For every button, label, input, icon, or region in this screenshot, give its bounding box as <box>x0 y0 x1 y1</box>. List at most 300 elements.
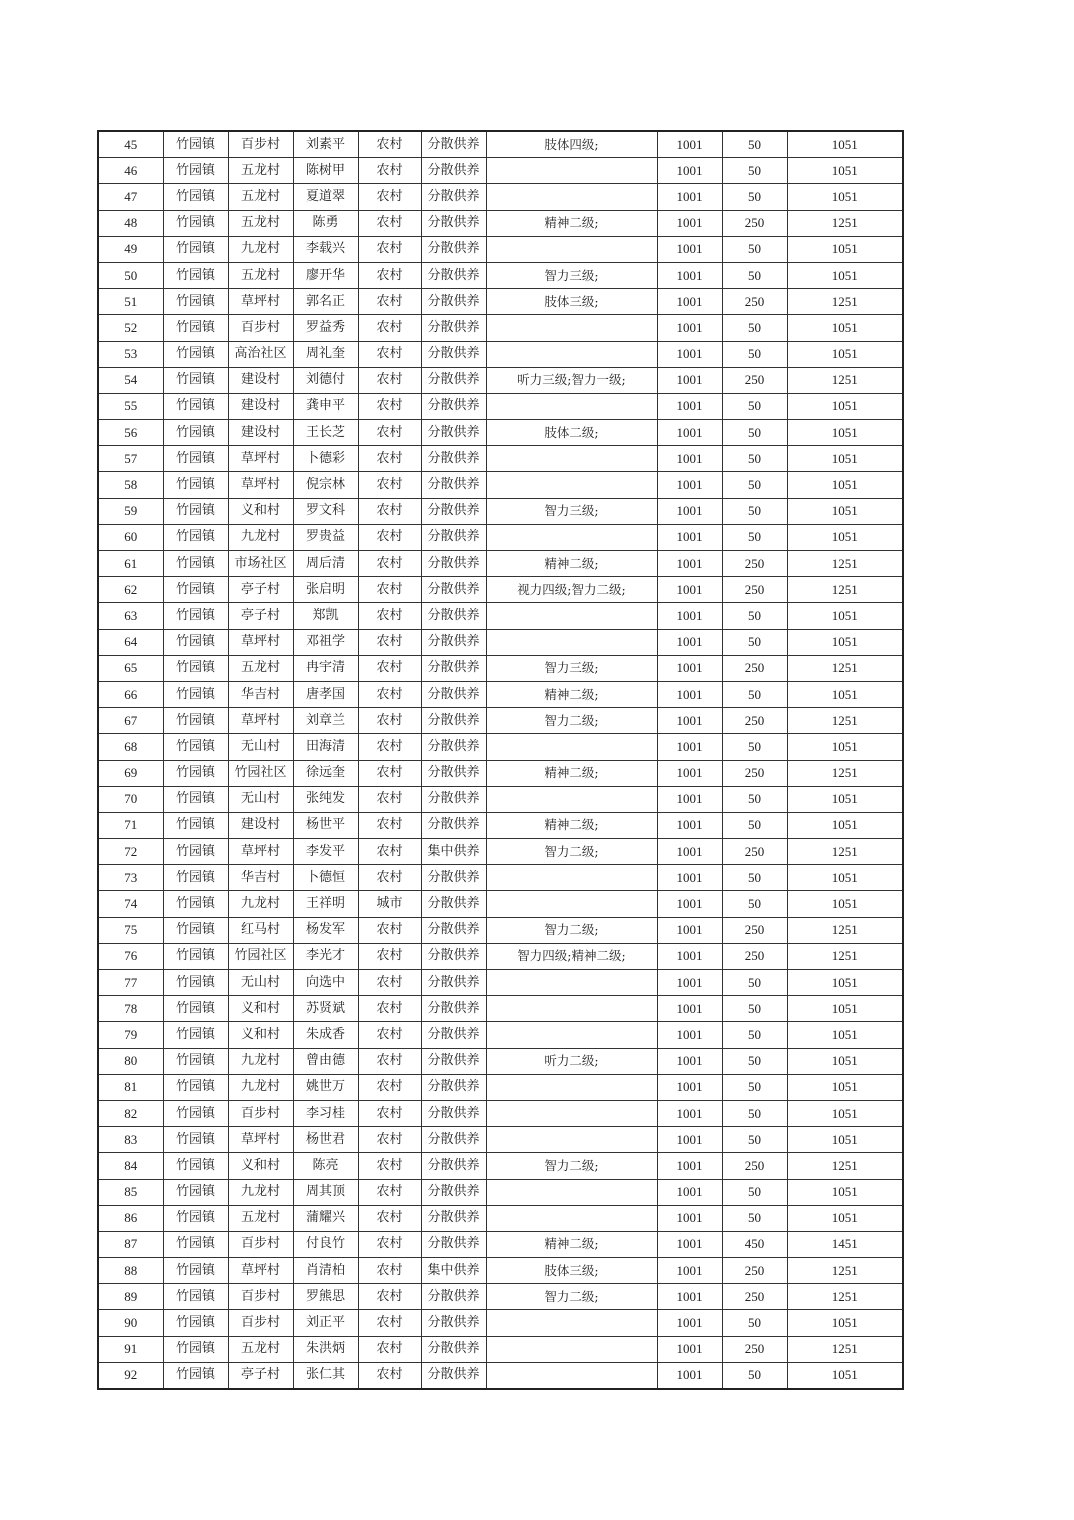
cell-area-type: 农村 <box>358 498 421 524</box>
cell-village: 五龙村 <box>228 210 293 236</box>
cell-village: 建设村 <box>228 367 293 393</box>
cell-area-type: 农村 <box>358 393 421 419</box>
cell-number: 56 <box>98 420 163 446</box>
cell-town: 竹园镇 <box>163 1153 228 1179</box>
table-row <box>98 131 903 158</box>
cell-support-mode: 分散供养 <box>421 1048 486 1074</box>
cell-disability <box>486 970 657 996</box>
cell-name: 杨世平 <box>293 812 358 838</box>
cell-disability <box>486 734 657 760</box>
cell-town: 竹园镇 <box>163 970 228 996</box>
cell-disability: 智力三级; <box>486 498 657 524</box>
table-row <box>98 1231 903 1257</box>
cell-base-amount: 1001 <box>657 943 722 969</box>
cell-town: 竹园镇 <box>163 446 228 472</box>
cell-disability: 视力四级;智力二级; <box>486 577 657 603</box>
cell-disability <box>486 1179 657 1205</box>
cell-disability: 精神二级; <box>486 760 657 786</box>
cell-village: 百步村 <box>228 1100 293 1126</box>
cell-town: 竹园镇 <box>163 236 228 262</box>
cell-extra-amount: 250 <box>722 367 787 393</box>
cell-village: 华吉村 <box>228 681 293 707</box>
cell-number: 92 <box>98 1362 163 1389</box>
cell-disability: 精神二级; <box>486 681 657 707</box>
cell-town: 竹园镇 <box>163 367 228 393</box>
cell-support-mode: 分散供养 <box>421 1284 486 1310</box>
cell-village: 无山村 <box>228 970 293 996</box>
cell-area-type: 农村 <box>358 551 421 577</box>
cell-area-type: 农村 <box>358 1362 421 1389</box>
table-row <box>98 970 903 996</box>
cell-total-amount: 1051 <box>787 891 903 917</box>
cell-name: 付良竹 <box>293 1231 358 1257</box>
cell-name: 李载兴 <box>293 236 358 262</box>
cell-disability <box>486 446 657 472</box>
table-row <box>98 812 903 838</box>
cell-extra-amount: 50 <box>722 1179 787 1205</box>
cell-total-amount: 1051 <box>787 498 903 524</box>
cell-number: 80 <box>98 1048 163 1074</box>
cell-disability <box>486 1074 657 1100</box>
cell-name: 龚申平 <box>293 393 358 419</box>
cell-village: 草坪村 <box>228 472 293 498</box>
cell-total-amount: 1051 <box>787 629 903 655</box>
cell-base-amount: 1001 <box>657 1179 722 1205</box>
cell-total-amount: 1051 <box>787 524 903 550</box>
cell-disability: 精神二级; <box>486 210 657 236</box>
cell-name: 郑凯 <box>293 603 358 629</box>
cell-number: 58 <box>98 472 163 498</box>
cell-number: 60 <box>98 524 163 550</box>
cell-number: 90 <box>98 1310 163 1336</box>
cell-area-type: 农村 <box>358 1336 421 1362</box>
cell-town: 竹园镇 <box>163 472 228 498</box>
cell-village: 百步村 <box>228 1310 293 1336</box>
cell-extra-amount: 50 <box>722 498 787 524</box>
cell-support-mode: 分散供养 <box>421 603 486 629</box>
table-row <box>98 943 903 969</box>
cell-total-amount: 1251 <box>787 551 903 577</box>
cell-disability <box>486 184 657 210</box>
cell-support-mode: 分散供养 <box>421 629 486 655</box>
cell-area-type: 农村 <box>358 839 421 865</box>
table-row <box>98 236 903 262</box>
cell-number: 76 <box>98 943 163 969</box>
cell-support-mode: 分散供养 <box>421 1310 486 1336</box>
cell-total-amount: 1051 <box>787 184 903 210</box>
cell-name: 罗文科 <box>293 498 358 524</box>
cell-total-amount: 1051 <box>787 1048 903 1074</box>
cell-name: 徐远奎 <box>293 760 358 786</box>
cell-support-mode: 分散供养 <box>421 891 486 917</box>
cell-area-type: 农村 <box>358 603 421 629</box>
cell-area-type: 农村 <box>358 236 421 262</box>
cell-extra-amount: 50 <box>722 1310 787 1336</box>
cell-name: 郭名正 <box>293 289 358 315</box>
cell-area-type: 农村 <box>358 577 421 603</box>
cell-name: 朱洪炳 <box>293 1336 358 1362</box>
cell-town: 竹园镇 <box>163 865 228 891</box>
cell-support-mode: 分散供养 <box>421 1336 486 1362</box>
cell-base-amount: 1001 <box>657 1284 722 1310</box>
cell-total-amount: 1251 <box>787 1153 903 1179</box>
cell-total-amount: 1051 <box>787 970 903 996</box>
cell-base-amount: 1001 <box>657 393 722 419</box>
cell-total-amount: 1051 <box>787 472 903 498</box>
cell-extra-amount: 50 <box>722 446 787 472</box>
cell-name: 李发平 <box>293 839 358 865</box>
cell-area-type: 农村 <box>358 786 421 812</box>
cell-support-mode: 分散供养 <box>421 524 486 550</box>
cell-disability: 智力二级; <box>486 839 657 865</box>
cell-base-amount: 1001 <box>657 498 722 524</box>
table-row <box>98 446 903 472</box>
table-row <box>98 1022 903 1048</box>
cell-area-type: 农村 <box>358 367 421 393</box>
cell-disability: 精神二级; <box>486 812 657 838</box>
cell-town: 竹园镇 <box>163 1205 228 1231</box>
cell-extra-amount: 50 <box>722 865 787 891</box>
cell-area-type: 农村 <box>358 681 421 707</box>
cell-village: 五龙村 <box>228 1336 293 1362</box>
cell-extra-amount: 250 <box>722 1258 787 1284</box>
cell-disability <box>486 524 657 550</box>
cell-disability: 肢体四级; <box>486 131 657 158</box>
cell-area-type: 农村 <box>358 1074 421 1100</box>
cell-village: 九龙村 <box>228 1048 293 1074</box>
cell-extra-amount: 50 <box>722 1362 787 1389</box>
table-row <box>98 262 903 288</box>
cell-name: 刘章兰 <box>293 708 358 734</box>
cell-village: 华吉村 <box>228 865 293 891</box>
cell-base-amount: 1001 <box>657 603 722 629</box>
cell-total-amount: 1051 <box>787 1179 903 1205</box>
cell-disability: 肢体三级; <box>486 289 657 315</box>
cell-area-type: 农村 <box>358 158 421 184</box>
cell-extra-amount: 250 <box>722 760 787 786</box>
cell-village: 市场社区 <box>228 551 293 577</box>
cell-town: 竹园镇 <box>163 786 228 812</box>
cell-area-type: 农村 <box>358 210 421 236</box>
cell-base-amount: 1001 <box>657 1153 722 1179</box>
cell-name: 杨世君 <box>293 1127 358 1153</box>
cell-number: 68 <box>98 734 163 760</box>
table-row <box>98 681 903 707</box>
cell-extra-amount: 50 <box>722 603 787 629</box>
cell-village: 竹园社区 <box>228 943 293 969</box>
table-row <box>98 786 903 812</box>
cell-total-amount: 1051 <box>787 262 903 288</box>
cell-base-amount: 1001 <box>657 210 722 236</box>
cell-village: 五龙村 <box>228 158 293 184</box>
cell-support-mode: 分散供养 <box>421 1231 486 1257</box>
cell-total-amount: 1051 <box>787 1074 903 1100</box>
cell-area-type: 农村 <box>358 865 421 891</box>
cell-number: 57 <box>98 446 163 472</box>
cell-town: 竹园镇 <box>163 184 228 210</box>
cell-village: 百步村 <box>228 1284 293 1310</box>
cell-disability: 智力二级; <box>486 708 657 734</box>
cell-area-type: 农村 <box>358 917 421 943</box>
cell-total-amount: 1051 <box>787 315 903 341</box>
table-row <box>98 1100 903 1126</box>
cell-name: 周礼奎 <box>293 341 358 367</box>
cell-village: 亭子村 <box>228 603 293 629</box>
table-row <box>98 996 903 1022</box>
cell-village: 亭子村 <box>228 577 293 603</box>
cell-area-type: 农村 <box>358 1100 421 1126</box>
cell-number: 64 <box>98 629 163 655</box>
table-row <box>98 1205 903 1231</box>
cell-base-amount: 1001 <box>657 551 722 577</box>
cell-disability: 肢体三级; <box>486 1258 657 1284</box>
cell-name: 罗贵益 <box>293 524 358 550</box>
cell-number: 51 <box>98 289 163 315</box>
cell-base-amount: 1001 <box>657 1310 722 1336</box>
cell-village: 建设村 <box>228 420 293 446</box>
cell-total-amount: 1051 <box>787 812 903 838</box>
cell-support-mode: 分散供养 <box>421 786 486 812</box>
cell-number: 73 <box>98 865 163 891</box>
table-row <box>98 891 903 917</box>
cell-total-amount: 1051 <box>787 681 903 707</box>
cell-name: 陈亮 <box>293 1153 358 1179</box>
cell-village: 高治社区 <box>228 341 293 367</box>
cell-base-amount: 1001 <box>657 289 722 315</box>
cell-number: 46 <box>98 158 163 184</box>
table-row <box>98 1310 903 1336</box>
cell-area-type: 农村 <box>358 262 421 288</box>
cell-area-type: 农村 <box>358 1231 421 1257</box>
cell-support-mode: 分散供养 <box>421 917 486 943</box>
cell-base-amount: 1001 <box>657 865 722 891</box>
cell-support-mode: 分散供养 <box>421 158 486 184</box>
cell-extra-amount: 50 <box>722 891 787 917</box>
table-row <box>98 367 903 393</box>
cell-base-amount: 1001 <box>657 1336 722 1362</box>
cell-support-mode: 分散供养 <box>421 184 486 210</box>
cell-extra-amount: 450 <box>722 1231 787 1257</box>
cell-village: 五龙村 <box>228 1205 293 1231</box>
cell-total-amount: 1051 <box>787 1362 903 1389</box>
cell-disability <box>486 158 657 184</box>
cell-support-mode: 分散供养 <box>421 472 486 498</box>
cell-support-mode: 分散供养 <box>421 1074 486 1100</box>
cell-town: 竹园镇 <box>163 551 228 577</box>
table-row <box>98 341 903 367</box>
cell-base-amount: 1001 <box>657 577 722 603</box>
cell-name: 王祥明 <box>293 891 358 917</box>
cell-disability <box>486 865 657 891</box>
cell-village: 五龙村 <box>228 655 293 681</box>
cell-base-amount: 1001 <box>657 131 722 158</box>
cell-name: 肖清柏 <box>293 1258 358 1284</box>
cell-support-mode: 分散供养 <box>421 708 486 734</box>
cell-disability: 精神二级; <box>486 551 657 577</box>
cell-town: 竹园镇 <box>163 603 228 629</box>
cell-base-amount: 1001 <box>657 891 722 917</box>
cell-disability <box>486 1336 657 1362</box>
cell-village: 草坪村 <box>228 289 293 315</box>
cell-disability <box>486 1205 657 1231</box>
cell-village: 竹园社区 <box>228 760 293 786</box>
cell-total-amount: 1251 <box>787 760 903 786</box>
cell-village: 建设村 <box>228 812 293 838</box>
cell-base-amount: 1001 <box>657 341 722 367</box>
cell-extra-amount: 50 <box>722 970 787 996</box>
cell-total-amount: 1051 <box>787 865 903 891</box>
cell-town: 竹园镇 <box>163 262 228 288</box>
cell-village: 草坪村 <box>228 1258 293 1284</box>
cell-area-type: 农村 <box>358 1153 421 1179</box>
cell-number: 62 <box>98 577 163 603</box>
table-row <box>98 1048 903 1074</box>
cell-total-amount: 1051 <box>787 446 903 472</box>
cell-total-amount: 1051 <box>787 131 903 158</box>
cell-area-type: 农村 <box>358 970 421 996</box>
cell-extra-amount: 50 <box>722 524 787 550</box>
cell-base-amount: 1001 <box>657 970 722 996</box>
cell-support-mode: 集中供养 <box>421 839 486 865</box>
table-row <box>98 393 903 419</box>
cell-name: 张纯发 <box>293 786 358 812</box>
cell-support-mode: 分散供养 <box>421 1179 486 1205</box>
cell-village: 九龙村 <box>228 1074 293 1100</box>
cell-base-amount: 1001 <box>657 1022 722 1048</box>
cell-town: 竹园镇 <box>163 1048 228 1074</box>
cell-total-amount: 1051 <box>787 734 903 760</box>
cell-disability: 智力二级; <box>486 1284 657 1310</box>
cell-support-mode: 分散供养 <box>421 551 486 577</box>
cell-disability <box>486 1022 657 1048</box>
cell-extra-amount: 250 <box>722 943 787 969</box>
cell-total-amount: 1051 <box>787 1100 903 1126</box>
cell-town: 竹园镇 <box>163 1231 228 1257</box>
cell-extra-amount: 50 <box>722 1127 787 1153</box>
table-row <box>98 760 903 786</box>
cell-name: 周后清 <box>293 551 358 577</box>
cell-name: 向选中 <box>293 970 358 996</box>
table-row <box>98 839 903 865</box>
cell-total-amount: 1251 <box>787 1258 903 1284</box>
cell-town: 竹园镇 <box>163 1179 228 1205</box>
cell-name: 张启明 <box>293 577 358 603</box>
cell-extra-amount: 250 <box>722 551 787 577</box>
cell-disability <box>486 603 657 629</box>
cell-disability <box>486 1100 657 1126</box>
cell-village: 百步村 <box>228 315 293 341</box>
cell-town: 竹园镇 <box>163 498 228 524</box>
cell-name: 姚世万 <box>293 1074 358 1100</box>
cell-town: 竹园镇 <box>163 655 228 681</box>
cell-total-amount: 1051 <box>787 1205 903 1231</box>
cell-extra-amount: 250 <box>722 577 787 603</box>
cell-base-amount: 1001 <box>657 367 722 393</box>
table-row <box>98 551 903 577</box>
cell-area-type: 农村 <box>358 1284 421 1310</box>
cell-support-mode: 分散供养 <box>421 446 486 472</box>
cell-name: 倪宗林 <box>293 472 358 498</box>
cell-total-amount: 1251 <box>787 577 903 603</box>
cell-village: 无山村 <box>228 786 293 812</box>
table-body <box>98 131 903 1389</box>
cell-disability <box>486 315 657 341</box>
cell-village: 义和村 <box>228 1022 293 1048</box>
cell-disability: 智力三级; <box>486 262 657 288</box>
cell-base-amount: 1001 <box>657 760 722 786</box>
cell-extra-amount: 50 <box>722 786 787 812</box>
cell-base-amount: 1001 <box>657 1100 722 1126</box>
cell-support-mode: 分散供养 <box>421 1153 486 1179</box>
cell-number: 53 <box>98 341 163 367</box>
cell-town: 竹园镇 <box>163 1074 228 1100</box>
cell-town: 竹园镇 <box>163 943 228 969</box>
cell-extra-amount: 250 <box>722 289 787 315</box>
cell-disability <box>486 393 657 419</box>
cell-base-amount: 1001 <box>657 1127 722 1153</box>
cell-disability <box>486 236 657 262</box>
cell-area-type: 农村 <box>358 1022 421 1048</box>
cell-extra-amount: 50 <box>722 1022 787 1048</box>
cell-village: 无山村 <box>228 734 293 760</box>
cell-number: 78 <box>98 996 163 1022</box>
cell-base-amount: 1001 <box>657 420 722 446</box>
cell-disability: 智力三级; <box>486 655 657 681</box>
table-row <box>98 865 903 891</box>
cell-village: 建设村 <box>228 393 293 419</box>
cell-number: 47 <box>98 184 163 210</box>
cell-support-mode: 分散供养 <box>421 262 486 288</box>
cell-name: 刘正平 <box>293 1310 358 1336</box>
cell-support-mode: 分散供养 <box>421 1100 486 1126</box>
cell-village: 义和村 <box>228 996 293 1022</box>
cell-base-amount: 1001 <box>657 236 722 262</box>
cell-number: 74 <box>98 891 163 917</box>
cell-extra-amount: 50 <box>722 629 787 655</box>
cell-disability <box>486 1310 657 1336</box>
cell-town: 竹园镇 <box>163 734 228 760</box>
cell-total-amount: 1051 <box>787 393 903 419</box>
cell-total-amount: 1051 <box>787 236 903 262</box>
cell-base-amount: 1001 <box>657 1074 722 1100</box>
cell-base-amount: 1001 <box>657 472 722 498</box>
cell-village: 九龙村 <box>228 524 293 550</box>
cell-support-mode: 分散供养 <box>421 655 486 681</box>
cell-town: 竹园镇 <box>163 158 228 184</box>
cell-village: 草坪村 <box>228 708 293 734</box>
cell-disability: 精神二级; <box>486 1231 657 1257</box>
cell-town: 竹园镇 <box>163 1258 228 1284</box>
cell-name: 夏道翠 <box>293 184 358 210</box>
cell-area-type: 农村 <box>358 472 421 498</box>
cell-total-amount: 1251 <box>787 1336 903 1362</box>
table-row <box>98 158 903 184</box>
cell-disability <box>486 1127 657 1153</box>
cell-total-amount: 1451 <box>787 1231 903 1257</box>
cell-total-amount: 1251 <box>787 839 903 865</box>
table-row <box>98 524 903 550</box>
cell-area-type: 农村 <box>358 289 421 315</box>
cell-name: 刘素平 <box>293 131 358 158</box>
cell-name: 杨发军 <box>293 917 358 943</box>
cell-extra-amount: 50 <box>722 420 787 446</box>
cell-name: 田海清 <box>293 734 358 760</box>
cell-extra-amount: 50 <box>722 158 787 184</box>
cell-number: 61 <box>98 551 163 577</box>
cell-support-mode: 分散供养 <box>421 681 486 707</box>
cell-village: 草坪村 <box>228 446 293 472</box>
cell-extra-amount: 50 <box>722 734 787 760</box>
